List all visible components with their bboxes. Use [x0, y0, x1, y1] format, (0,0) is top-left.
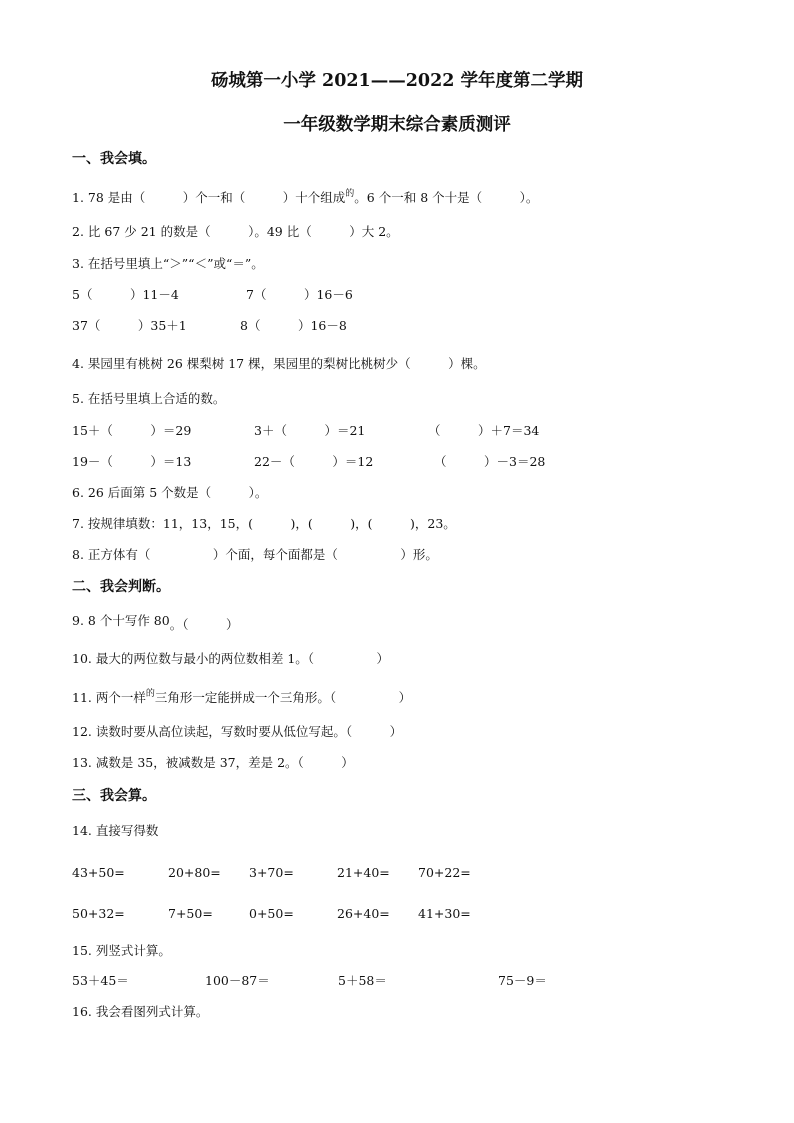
calc-item: 70+22=: [418, 865, 471, 880]
question-1: [72, 190, 538, 208]
question-6: 6. 26 后面第 5 个数是（ ）。: [72, 485, 268, 500]
question-16: 16. 我会看图列式计算。: [72, 1004, 209, 1019]
question-14: 14. 直接写得数: [72, 823, 159, 838]
page-subtitle: 一年级数学期末综合素质测评: [283, 115, 511, 135]
question-3-item: 5（ ）11－4: [72, 287, 179, 302]
question-11-superscript: 的: [145, 689, 155, 699]
question-5-item: （ ）＋7＝34: [428, 423, 540, 438]
calc-item: 50+32=: [72, 906, 125, 921]
question-9-part-a: 9. 8 个十写作 80: [72, 613, 170, 628]
question-8: 8. 正方体有（ ）个面，每个面都是（ ）形。: [72, 547, 438, 562]
question-3-item: 8（ ）16－8: [240, 318, 347, 333]
calc-item: 3+70=: [249, 865, 294, 880]
question-9-part-b: 。（ ）: [169, 617, 239, 632]
question-10: 10. 最大的两位数与最小的两位数相差 1。（ ）: [72, 651, 390, 666]
question-11-part-a: 11. 两个一样: [72, 690, 146, 705]
vertical-calc-item: 5＋58＝: [338, 973, 387, 988]
question-3: 3. 在括号里填上“＞”“＜”或“＝”。: [72, 256, 264, 271]
question-5-item: 19－（ ）＝13: [72, 454, 192, 469]
question-5-item: 22－（ ）＝12: [254, 454, 374, 469]
question-1-part-b: 。6 个一和 8 个十是（ ）。: [354, 190, 539, 205]
question-12: 12. 读数时要从高位读起，写数时要从低位写起。（ ）: [72, 724, 403, 739]
question-1-part-a: 1. 78 是由（ ）个一和（ ）十个组成: [72, 190, 346, 205]
vertical-calc-item: 100－87＝: [205, 973, 270, 988]
page-title: 砀城第一小学 2021——2022 学年度第二学期: [210, 71, 584, 91]
section-1-heading: 一、我会填。: [72, 151, 156, 167]
question-11: [72, 690, 411, 708]
question-1-superscript: 的: [345, 189, 355, 199]
calc-item: 41+30=: [418, 906, 471, 921]
section-2-heading: 二、我会判断。: [72, 579, 170, 595]
question-15: 15. 列竖式计算。: [72, 943, 171, 958]
vertical-calc-item: 75－9＝: [498, 973, 547, 988]
question-13: 13. 减数是 35，被减数是 37，差是 2。（ ）: [72, 755, 354, 770]
question-11-part-b: 三角形一定能拼成一个三角形。（ ）: [154, 690, 412, 705]
calc-item: 21+40=: [337, 865, 390, 880]
question-5: 5. 在括号里填上合适的数。: [72, 391, 226, 406]
calc-item: 20+80=: [168, 865, 221, 880]
question-5-item: 15＋（ ）＝29: [72, 423, 192, 438]
question-9: [72, 613, 239, 632]
calc-item: 26+40=: [337, 906, 390, 921]
question-4: 4. 果园里有桃树 26 棵梨树 17 棵，果园里的梨树比桃树少（ ）棵。: [72, 356, 486, 371]
question-2: 2. 比 67 少 21 的数是（ ）。49 比（ ）大 2。: [72, 224, 399, 239]
section-3-heading: 三、我会算。: [72, 788, 156, 804]
question-5-item: 3＋（ ）＝21: [254, 423, 366, 438]
question-3-item: 7（ ）16－6: [246, 287, 353, 302]
question-3-item: 37（ ）35＋1: [72, 318, 187, 333]
question-5-item: （ ）－3＝28: [434, 454, 546, 469]
vertical-calc-item: 53＋45＝: [72, 973, 129, 988]
calc-item: 7+50=: [168, 906, 213, 921]
question-7: 7. 按规律填数：11，13，15，( )，( )，( )，23。: [72, 516, 456, 531]
calc-item: 0+50=: [249, 906, 294, 921]
calc-item: 43+50=: [72, 865, 125, 880]
